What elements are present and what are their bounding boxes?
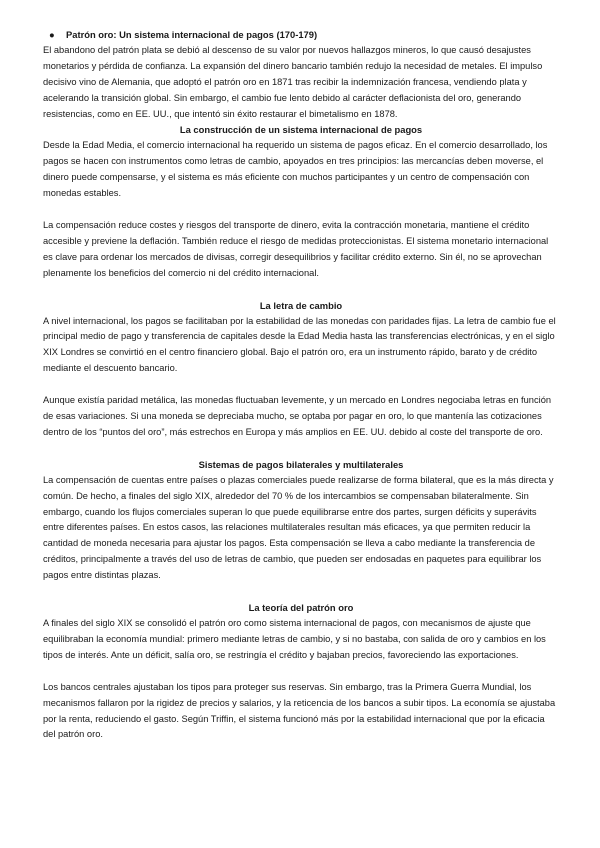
paragraph-gap: [43, 377, 559, 393]
section-heading-teoria: La teoría del patrón oro: [248, 602, 354, 614]
paragraph: Aunque existía paridad metálica, las monedas fluctuaban levemente, y un mercado en Londres negociaba letras en función de esas variaciones. Si una moneda se depreciaba mucho, se optaba por pagar en oro, lo que mantenía las cotizaciones dentro de los “puntos del oro”, más estrechos en Europa y más amplios en EE. UU. debido al coste del transporte de oro.: [43, 395, 552, 437]
document-title: [43, 27, 559, 43]
paragraph: Los bancos centrales ajustaban los tipos para proteger sus reservas. Sin embargo, tras la Primera Guerra Mundial, los mecanismos fallaron por la rigidez de precios y salarios, y la reticencia de los bancos a subir tipos. La economía se ajustaba por la renta, reduciendo el gasto. Según Triffin, el sistema funcionó más por la estabilidad internacional que por la eficacia del patrón oro.: [43, 681, 556, 740]
paragraph-gap: [43, 664, 559, 680]
section-heading-letra: La letra de cambio: [259, 299, 343, 311]
section-heading-sistemas: Sistemas de pagos bilaterales y multilaterales: [198, 458, 404, 470]
paragraph: A finales del siglo XIX se consolidó el patrón oro como sistema internacional de pagos, con mecanismos de ajuste que equilibraban la economía mundial: primero mediante letras de cambio, y si no bastaba, con salida de oro y cambios en los tipos de interés. Ante un déficit, salía oro, se restringía el crédito y bajaban precios, favoreciendo las exportaciones.: [43, 618, 546, 660]
paragraph-gap: [43, 441, 559, 457]
section-heading-construccion: La construcción de un sistema internacional de pagos: [179, 124, 423, 136]
paragraph-gap: [43, 584, 559, 600]
paragraph: La compensación reduce costes y riesgos del transporte de dinero, evita la contracción monetaria, mantiene el crédito accesible y previene la deflación. También reduce el riesgo de medidas proteccionistas. El sistema monetario internacional es clave para ordenar los mercados de divisas, corregir desequilibrios y facilitar crédito externo. Sin él, no se aprovechan plenamente los beneficios del comercio ni del crédito internacional.: [43, 219, 549, 278]
paragraph-gap: [43, 202, 559, 218]
paragraph: La compensación de cuentas entre países o plazas comerciales puede realizarse de forma bilateral, que es la más directa y común. De hecho, a finales del siglo XIX, alrededor del 70 % de los intercambios se compensaban bilateralmente. Sin embargo, cuando los flujos comerciales superan lo que puede equilibrarse entre dos partes, surgen déficits y superávits entre diferentes países. En estos casos, las relaciones multilaterales resultan más eficaces, ya que permiten reducir la cantidad de moneda necesaria para ajustar los pagos. Esta compensación se lleva a cabo mediante la transferencia de créditos, principalmente a través del uso de letras de cambio, que pueden ser endosadas en paquetes para equilibrar los pagos entre distintas plazas.: [43, 474, 554, 581]
bullet-icon: ●: [49, 29, 55, 40]
intro-paragraph: El abandono del patrón plata se debió al descenso de su valor por nuevos hallazgos mineros, lo que causó desajustes monetarios y pérdida de confianza. La expansión del dinero bancario también redujo la necesidad de metales. El impulso decisivo vino de Alemania, que adoptó el patrón oro en 1871 tras recibir la indemnización francesa, vendiendo plata y acelerando la transición global. Sin embargo, el cambio fue lento debido al carácter deflacionista del oro, generando resistencias, como en EE. UU., que intentó sin éxito restaurar el bimetalismo en 1878.: [43, 44, 543, 119]
document-page: [43, 27, 559, 743]
paragraph-gap: [43, 282, 559, 298]
title-text: Patrón oro: Un sistema internacional de pagos (170-179): [66, 29, 318, 40]
paragraph: Desde la Edad Media, el comercio internacional ha requerido un sistema de pagos eficaz. En el comercio desarrollado, los pagos se hacen con instrumentos como letras de cambio, apoyados en tres principios: las mercancías deben moverse, el dinero puede compensarse, y el sistema es más eficiente con muchos participantes y un centro de compensación con monedas estables.: [43, 140, 548, 199]
paragraph: A nivel internacional, los pagos se facilitaban por la estabilidad de las monedas con paridades fijas. La letra de cambio fue el principal medio de pago y transferencia de capitales desde la Edad Media hasta las transferencias electrónicas, y en el siglo XIX Londres se convirtió en el centro financiero global. Bajo el patrón oro, era un instrumento rápido, barato y de crédito mediante el descuento bancario.: [43, 315, 556, 374]
